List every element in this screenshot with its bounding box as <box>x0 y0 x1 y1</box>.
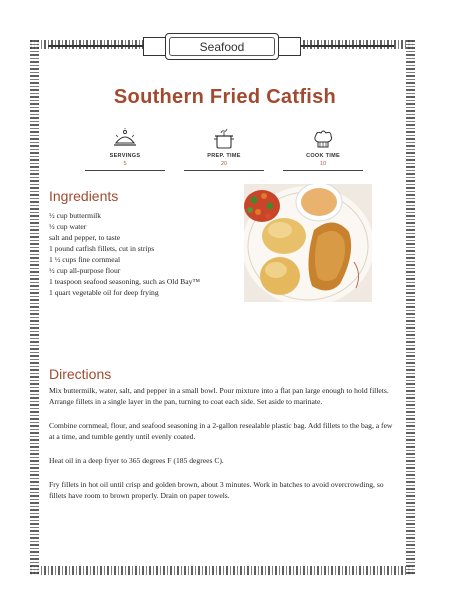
dish-photo <box>244 184 372 302</box>
decorative-border-right <box>406 40 415 575</box>
ingredient-item: ½ cup buttermilk <box>49 211 102 220</box>
ingredient-item: ½ cup water <box>49 222 87 231</box>
recipe-title: Southern Fried Catfish <box>113 86 337 108</box>
ingredient-item: 1 ½ cups fine cornmeal <box>49 255 121 264</box>
directions-heading: Directions <box>49 366 112 382</box>
direction-step: Fry fillets in hot oil until crisp and golden brown, about 3 minutes. Work in batches to avoid overcrowding, so fillets have room to brown properly. Drain on paper towels. <box>49 480 384 500</box>
chef-hat-icon <box>277 126 369 150</box>
stat-servings <box>79 126 171 171</box>
ingredient-item: salt and pepper, to taste <box>49 233 121 242</box>
cook-time-value: 10 <box>319 161 327 167</box>
ingredient-item: ½ cup all-purpose flour <box>49 266 121 275</box>
servings-value: 5 <box>123 161 127 167</box>
ingredients-list <box>49 210 229 298</box>
prep-time-value: 20 <box>220 161 228 167</box>
decorative-border-left <box>30 40 39 575</box>
category-banner <box>165 33 279 60</box>
ingredient-item: 1 quart vegetable oil for deep frying <box>49 288 159 297</box>
direction-step: Heat oil in a deep fryer to 365 degrees F (185 degrees C). <box>49 456 224 465</box>
prep-time-label: PREP. TIME <box>207 153 241 159</box>
directions-body <box>49 385 399 514</box>
decorative-border-bottom <box>30 566 415 575</box>
ingredient-item: 1 teaspoon seafood seasoning, such as Old Bay™ <box>49 277 200 286</box>
cook-time-label: COOK TIME <box>306 153 340 159</box>
servings-label: SERVINGS <box>109 153 141 159</box>
category-label: Seafood <box>199 39 245 54</box>
direction-step: Mix buttermilk, water, salt, and pepper in a small bowl. Pour mixture into a flat pan large enough to hold fillets. Arrange fillets in a single layer in the pan, turning to coat each side. Set aside to marinate. <box>49 386 389 406</box>
cooking-pot-icon <box>178 126 270 150</box>
ribbon-line-right <box>290 45 394 47</box>
stat-cook-time <box>277 126 369 171</box>
ingredient-item: 1 pound catfish fillets, cut in strips <box>49 244 155 253</box>
ribbon-line-left <box>48 45 152 47</box>
direction-step: Combine cornmeal, flour, and seafood seasoning in a 2-gallon resealable plastic bag. Add fillets to the bag, a few at a time, and tumble gently until evenly coated. <box>49 421 393 441</box>
stat-prep-time <box>178 126 270 171</box>
serving-tray-icon <box>79 126 171 150</box>
ingredients-heading: Ingredients <box>49 188 119 204</box>
